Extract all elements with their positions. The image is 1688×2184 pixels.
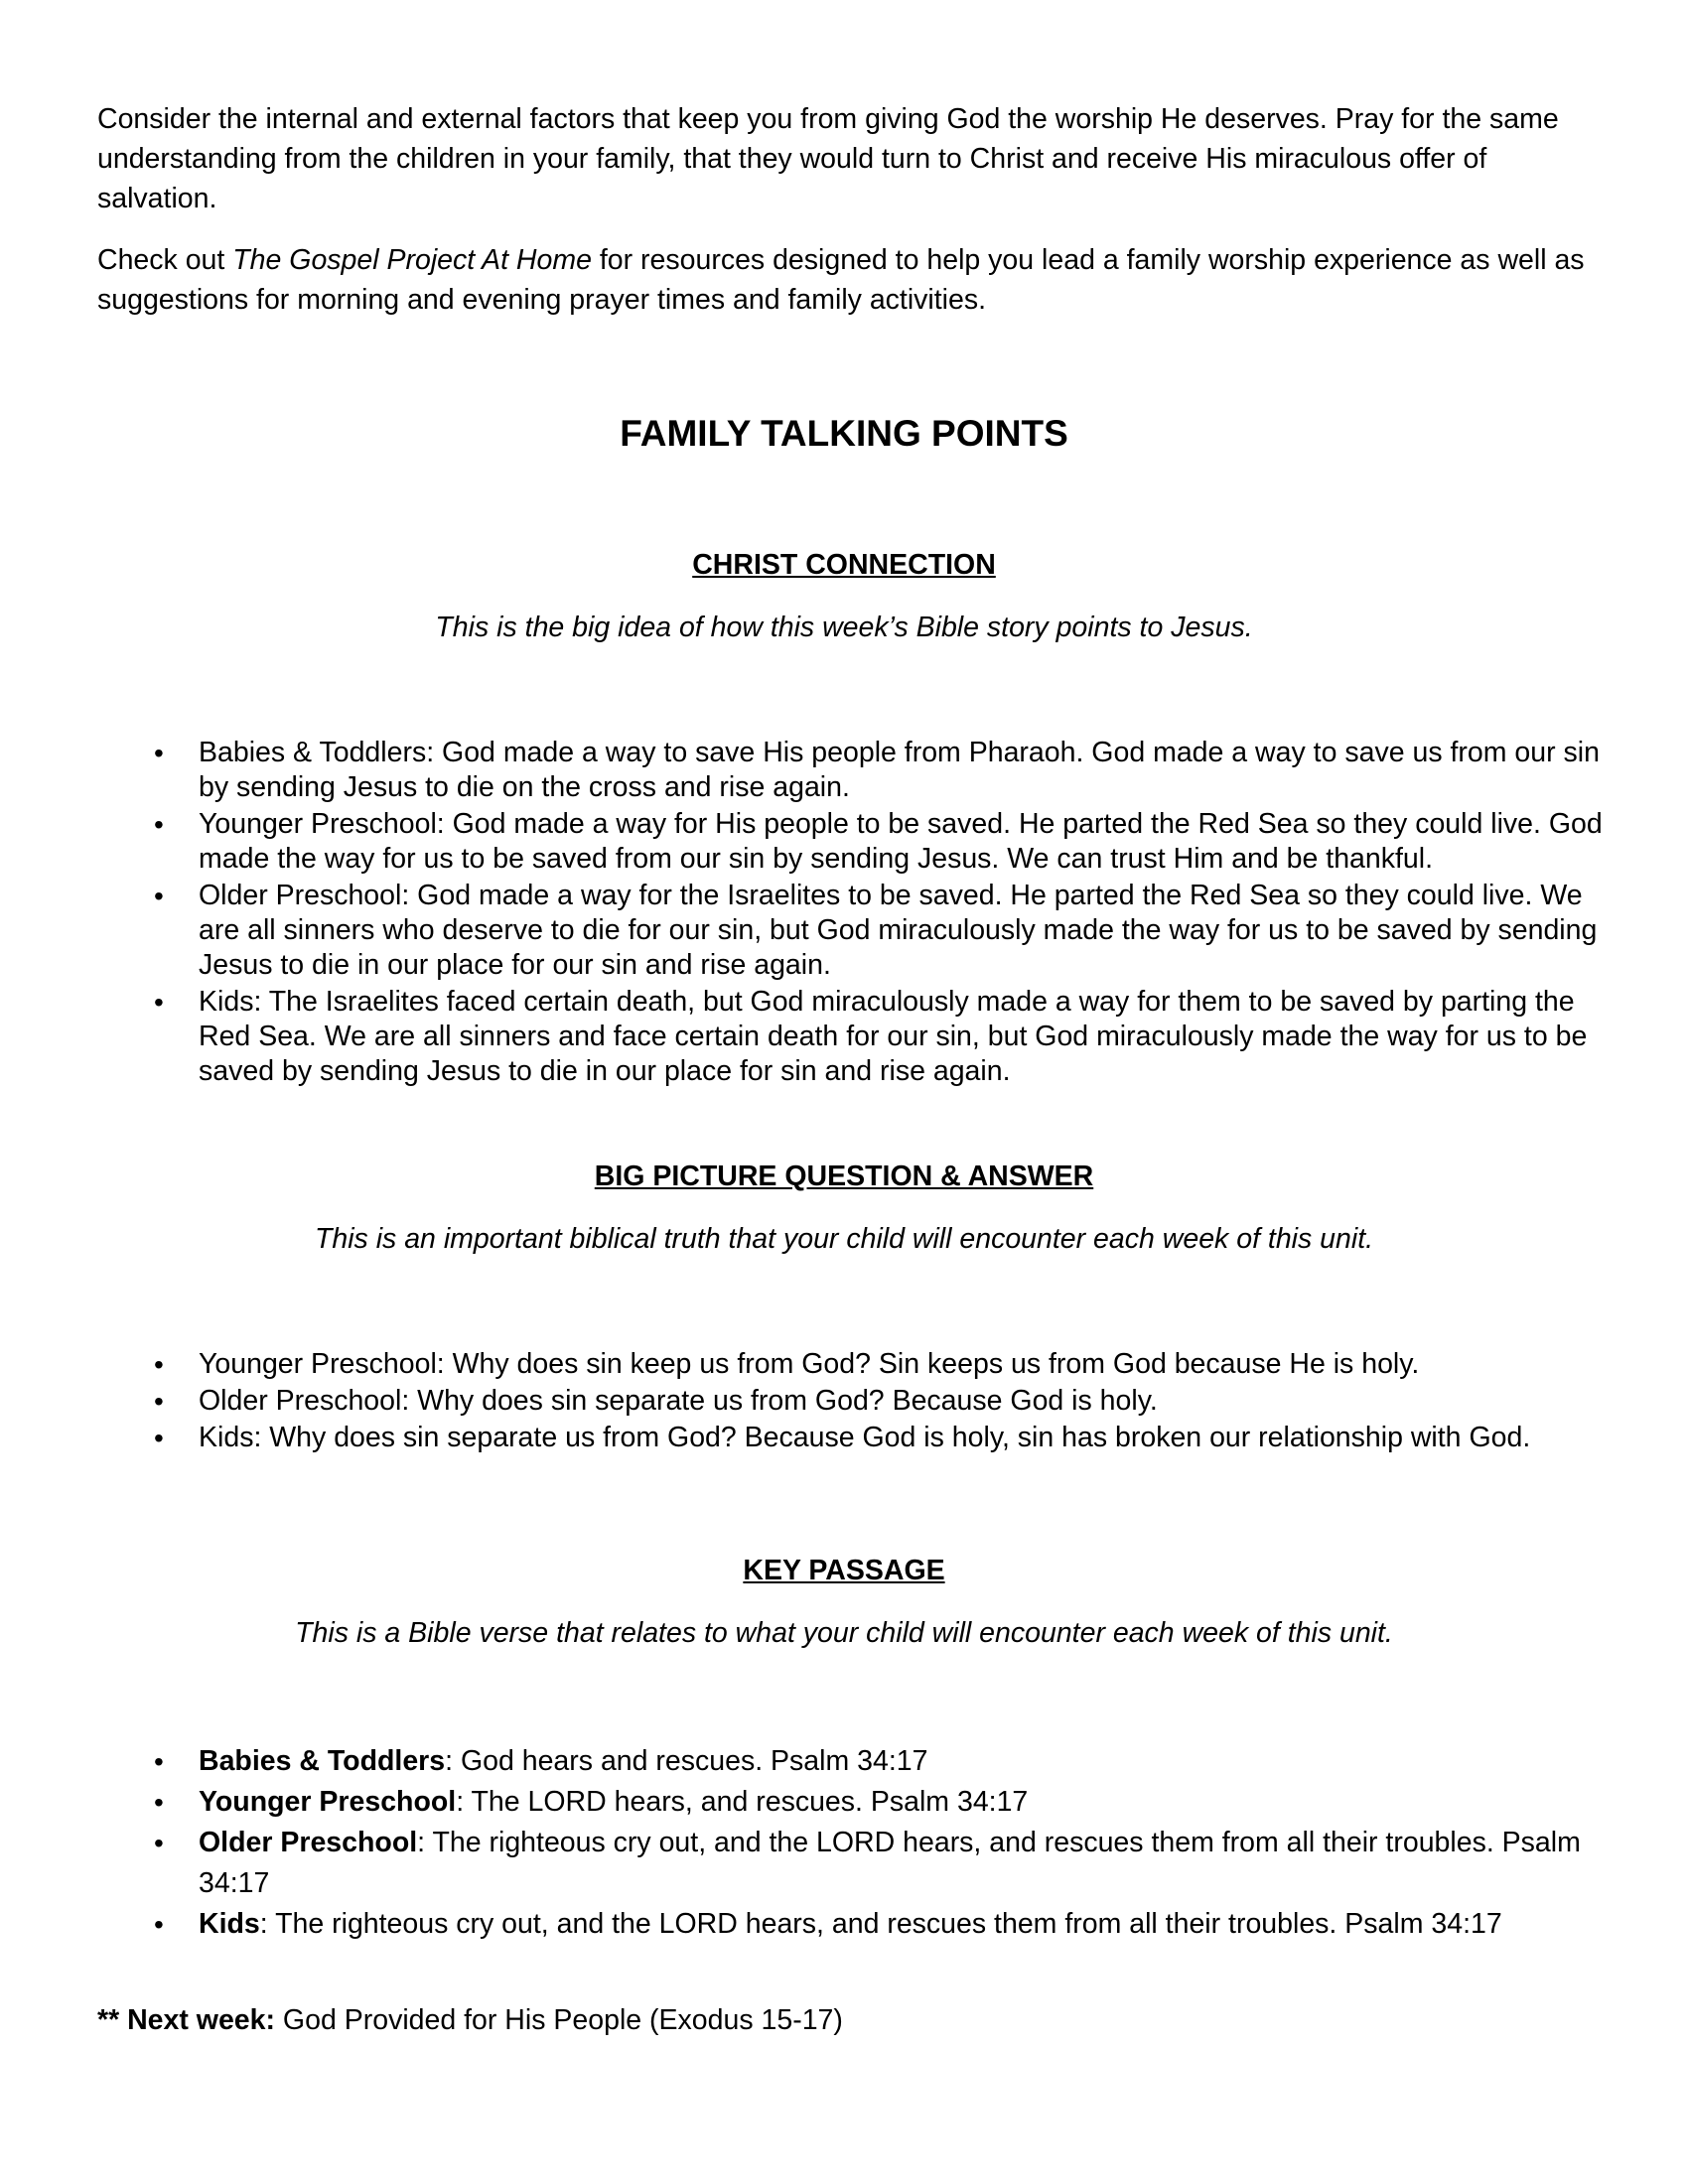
list-item: • Older Preschool: The righteous cry out, and the LORD hears, and rescues them from all their troubles. Psalm 34:17	[0, 1823, 1609, 1904]
page-title: FAMILY TALKING POINTS	[620, 413, 1068, 454]
big-picture-list	[0, 1347, 1609, 1455]
bullet: •	[154, 1349, 164, 1380]
intro-paragraph: Consider the internal and external factors that keep you from giving God the worship He deserves. Pray for the same understanding from the children in your family, that they would turn to Christ and receive His miraculous offer of salvation.	[97, 103, 1559, 214]
list-item: • Older Preschool: God made a way for the Israelites to be saved. He parted the Red Sea so they could live. We are all sinners who deserve to die for our sin, but God miraculously made the way for us to be saved by sending Jesus to die in our place for our sin and rise again.	[154, 880, 1598, 981]
bullet: •	[154, 1787, 164, 1818]
key-passage-list	[0, 1741, 1609, 1945]
key-passage-subtitle: This is a Bible verse that relates to what your child will encounter each week of this unit.	[295, 1617, 1393, 1649]
bullet: •	[154, 1828, 164, 1858]
para-suffix: for resources designed to help you lead a family worship experience as well as suggestions for morning and evening prayer times and family activities.	[97, 244, 1585, 316]
list-item: • Kids: The righteous cry out, and the LORD hears, and rescues them from all their troubles. Psalm 34:17	[0, 1904, 1609, 1945]
list-item: • Babies & Toddlers: God made a way to save His people from Pharaoh. God made a way to save us from our sin by sending Jesus to die on the cross and rise again.	[154, 737, 1600, 803]
christ-connection-list	[0, 736, 1609, 1089]
next-week-label: ** Next week:	[97, 2004, 276, 2036]
bullet: •	[154, 881, 164, 911]
bullet: •	[154, 738, 164, 768]
big-picture-subtitle: This is an important biblical truth that your child will encounter each week of this unit.	[314, 1223, 1374, 1255]
gospel-project-title: The Gospel Project At Home	[232, 244, 592, 276]
big-picture-heading: BIG PICTURE QUESTION & ANSWER	[594, 1160, 1094, 1192]
list-item: • Kids: Why does sin separate us from God? Because God is holy, sin has broken our relationship with God.	[154, 1422, 1531, 1453]
gospel-project-paragraph	[97, 240, 1597, 320]
bullet: •	[154, 1746, 164, 1777]
list-item: • Younger Preschool: Why does sin keep us from God? Sin keeps us from God because He is holy.	[154, 1348, 1420, 1380]
next-week-line	[97, 2004, 1597, 2037]
christ-connection-heading: CHRIST CONNECTION	[692, 549, 996, 581]
list-item: • Younger Preschool: God made a way for His people to be saved. He parted the Red Sea so they could live. God made the way for us to be saved from our sin by sending Jesus. We can trust Him and be thankful.	[154, 808, 1603, 875]
list-item: • Older Preschool: Why does sin separate us from God? Because God is holy.	[154, 1385, 1158, 1417]
list-item: • Younger Preschool: The LORD hears, and rescues. Psalm 34:17	[0, 1782, 1609, 1823]
bullet: •	[154, 1909, 164, 1940]
bullet: •	[154, 987, 164, 1018]
para-prefix: Check out	[97, 244, 233, 276]
next-week-text: God Provided for His People (Exodus 15-17)	[275, 2004, 843, 2036]
list-item: • Kids: The Israelites faced certain death, but God miraculously made a way for them to be saved by parting the Red Sea. We are all sinners and face certain death for our sin, but God miraculously made the way for us to be saved by sending Jesus to die in our place for sin and rise again.	[154, 986, 1588, 1087]
bullet: •	[154, 1386, 164, 1417]
bullet: •	[154, 809, 164, 840]
bullet: •	[154, 1423, 164, 1453]
list-item: • Babies & Toddlers: God hears and rescues. Psalm 34:17	[0, 1741, 1609, 1782]
key-passage-heading: KEY PASSAGE	[743, 1555, 945, 1586]
christ-connection-subtitle: This is the big idea of how this week’s Bible story points to Jesus.	[435, 612, 1253, 643]
